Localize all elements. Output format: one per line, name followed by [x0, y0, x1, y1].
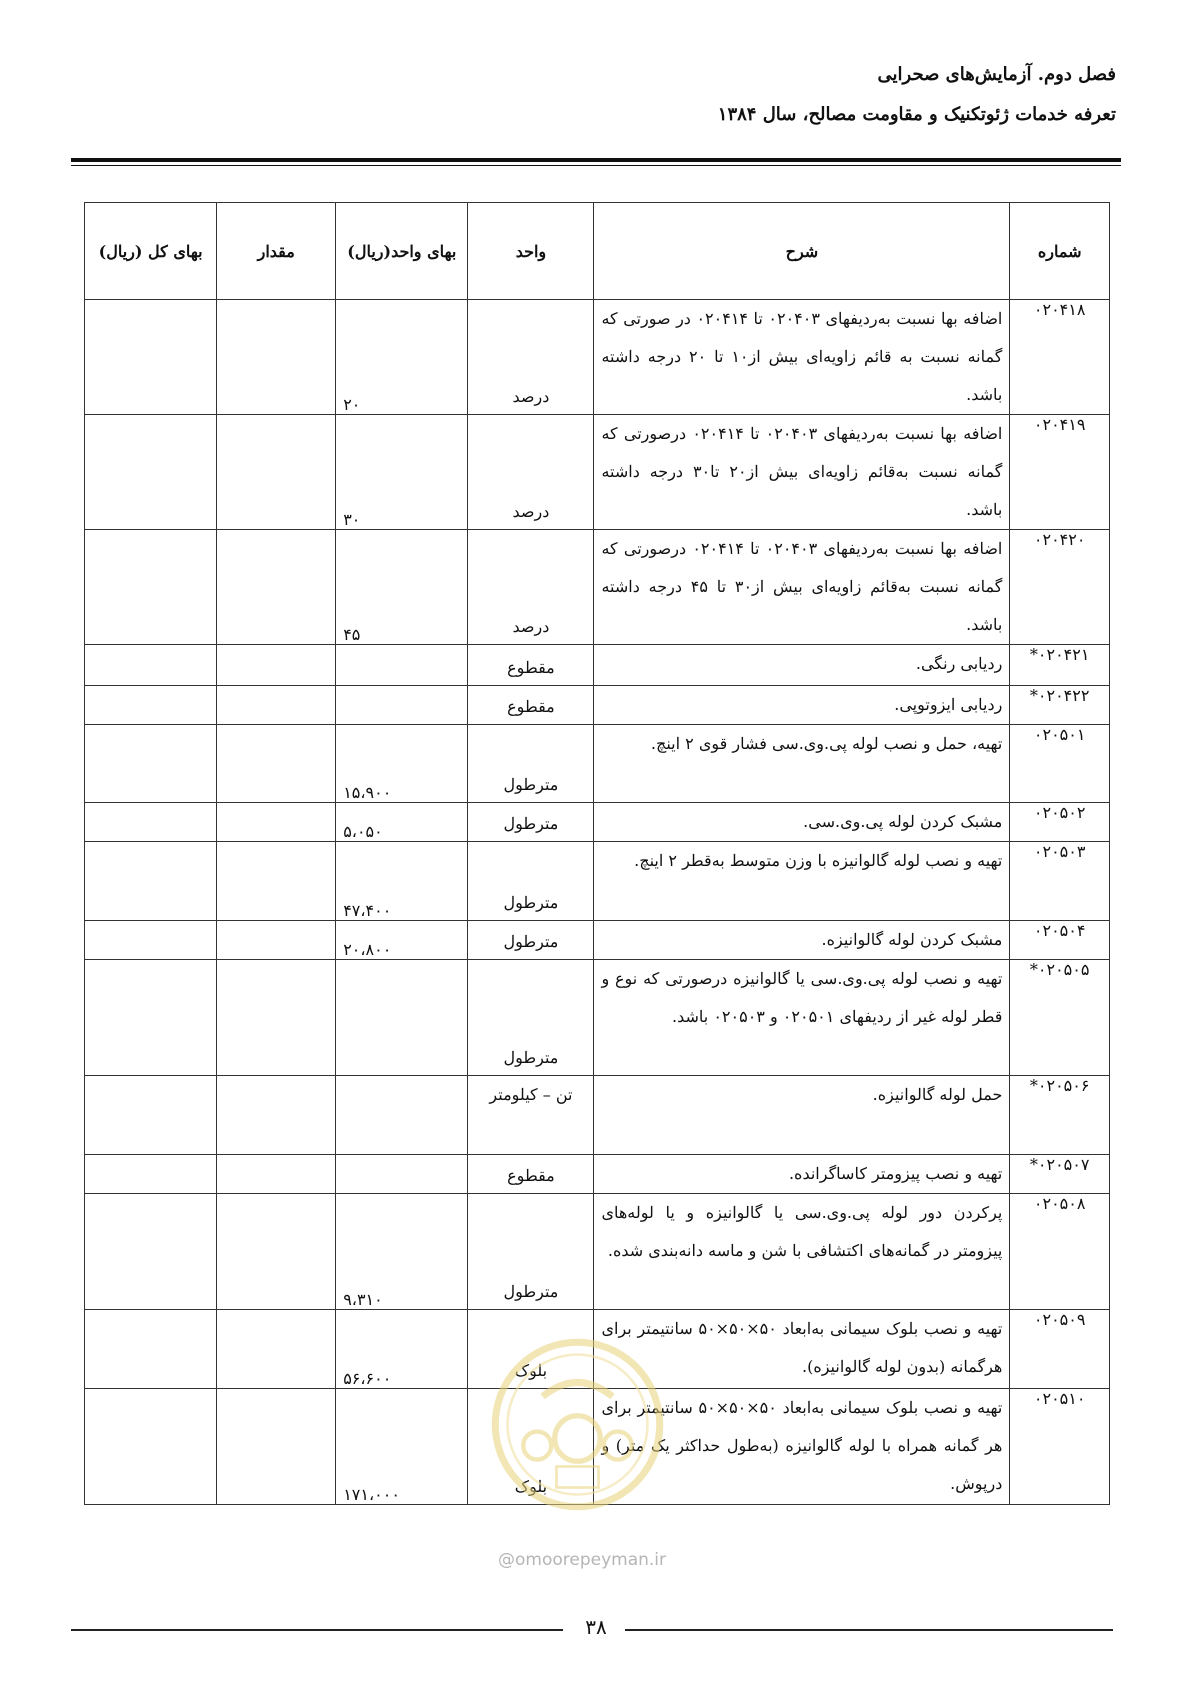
- row-quantity: [217, 300, 336, 415]
- row-unit-price: ۱۵،۹۰۰: [336, 725, 468, 803]
- row-total-price: [85, 960, 217, 1076]
- row-unit: درصد: [468, 530, 594, 645]
- row-unit: بلوک: [468, 1310, 594, 1389]
- row-total-price: [85, 1389, 217, 1505]
- watermark-text: @omoorepeyman.ir: [498, 1550, 667, 1570]
- row-total-price: [85, 1194, 217, 1310]
- row-total-price: [85, 1076, 217, 1155]
- row-unit: مترطول: [468, 842, 594, 921]
- row-unit: درصد: [468, 415, 594, 530]
- row-description: پرکردن دور لوله پی.وی.سی یا گالوانیزه و یا لوله‌های پیزومتر در گمانه‌های اکتشافی با شن و ماسه دانه‌بندی شده.: [594, 1194, 1010, 1310]
- row-description: تهیه و نصب پیزومتر کاساگرانده.: [594, 1155, 1010, 1194]
- row-unit: مقطوع: [468, 645, 594, 686]
- row-quantity: [217, 686, 336, 725]
- row-quantity: [217, 1389, 336, 1505]
- row-unit-price: ۴۷،۴۰۰: [336, 842, 468, 921]
- row-quantity: [217, 530, 336, 645]
- table-row: [85, 921, 1110, 960]
- row-quantity: [217, 1076, 336, 1155]
- chapter-title: فصل دوم. آزمایش‌های صحرایی: [877, 64, 1116, 85]
- row-total-price: [85, 921, 217, 960]
- footer-rule-right: [625, 1629, 1113, 1631]
- table-row: [85, 803, 1110, 842]
- table-header-row: [85, 203, 1110, 300]
- row-total-price: [85, 686, 217, 725]
- row-description: ردیابی رنگی.: [594, 645, 1010, 686]
- row-quantity: [217, 645, 336, 686]
- footer-rule-left: [71, 1629, 563, 1631]
- row-total-price: [85, 415, 217, 530]
- row-description: تهیه، حمل و نصب لوله پی.وی.سی فشار قوی ۲ اینچ.: [594, 725, 1010, 803]
- row-unit-price: ۹،۳۱۰: [336, 1194, 468, 1310]
- row-unit-price: [336, 686, 468, 725]
- row-description: مشبک کردن لوله پی.وی.سی.: [594, 803, 1010, 842]
- col-header-quantity: مقدار: [217, 203, 336, 300]
- row-unit-price: ۲۰،۸۰۰: [336, 921, 468, 960]
- row-total-price: [85, 645, 217, 686]
- row-total-price: [85, 1310, 217, 1389]
- row-unit-price: ۵،۰۵۰: [336, 803, 468, 842]
- row-quantity: [217, 1194, 336, 1310]
- row-quantity: [217, 725, 336, 803]
- row-total-price: [85, 530, 217, 645]
- row-number: ۰۲۰۵۰۱: [1010, 725, 1110, 803]
- row-unit: بلوک: [468, 1389, 594, 1505]
- row-unit-price: ۳۰: [336, 415, 468, 530]
- table-row: [85, 725, 1110, 803]
- row-quantity: [217, 960, 336, 1076]
- row-total-price: [85, 1155, 217, 1194]
- row-description: تهیه و نصب لوله گالوانیزه با وزن متوسط به‌قطر ۲ اینچ.: [594, 842, 1010, 921]
- table-row: [85, 1389, 1110, 1505]
- row-total-price: [85, 842, 217, 921]
- row-unit-price: ۱۷۱،۰۰۰: [336, 1389, 468, 1505]
- row-description: مشبک کردن لوله گالوانیزه.: [594, 921, 1010, 960]
- tariff-table: [84, 202, 1110, 1505]
- row-description: تهیه و نصب بلوک سیمانی به‌ابعاد ۵۰×۵۰×۵۰ سانتیمتر برای هرگمانه (بدون لوله گالوانیزه).: [594, 1310, 1010, 1389]
- row-description: اضافه بها نسبت به‌ردیفهای ۰۲۰۴۰۳ تا ۰۲۰۴۱۴ درصورتی که گمانه نسبت به‌قائم زاویه‌ای بیش از۳۰ تا ۴۵ درجه داشته باشد.: [594, 530, 1010, 645]
- row-description: ردیابی ایزوتوپی.: [594, 686, 1010, 725]
- row-description: تهیه و نصب لوله پی.وی.سی یا گالوانیزه درصورتی که نوع و قطر لوله غیر از ردیفهای ۰۲۰۵۰۱ و ۰۲۰۵۰۳ باشد.: [594, 960, 1010, 1076]
- row-number: ۰۲۰۵۰۹: [1010, 1310, 1110, 1389]
- col-header-unit-price: بهای واحد(ریال): [336, 203, 468, 300]
- row-unit-price: [336, 960, 468, 1076]
- table-row: [85, 1076, 1110, 1155]
- row-unit-price: ۵۶،۶۰۰: [336, 1310, 468, 1389]
- page-number: ۳۸: [585, 1615, 607, 1639]
- row-unit: مترطول: [468, 1194, 594, 1310]
- row-number: ۰۲۰۵۰۶*: [1010, 1076, 1110, 1155]
- col-header-total-price: بهای کل (ریال): [85, 203, 217, 300]
- row-quantity: [217, 1310, 336, 1389]
- row-unit: مقطوع: [468, 686, 594, 725]
- table-row: [85, 300, 1110, 415]
- table-row: [85, 645, 1110, 686]
- row-unit-price: [336, 1155, 468, 1194]
- row-quantity: [217, 803, 336, 842]
- col-header-unit: واحد: [468, 203, 594, 300]
- row-total-price: [85, 300, 217, 415]
- row-unit-price: ۴۵: [336, 530, 468, 645]
- page-header: [718, 62, 1116, 128]
- table-row: [85, 842, 1110, 921]
- row-number: ۰۲۰۵۰۲: [1010, 803, 1110, 842]
- row-quantity: [217, 921, 336, 960]
- row-unit: تن – کیلومتر: [468, 1076, 594, 1155]
- table-row: [85, 415, 1110, 530]
- document-subtitle: تعرفه خدمات ژئوتکنیک و مقاومت مصالح، سال ۱۳۸۴: [717, 104, 1116, 125]
- row-description: اضافه بها نسبت به‌ردیفهای ۰۲۰۴۰۳ تا ۰۲۰۴۱۴ در صورتی که گمانه نسبت به قائم زاویه‌ای بیش از۱۰ تا ۲۰ درجه داشته باشد.: [594, 300, 1010, 415]
- row-total-price: [85, 803, 217, 842]
- table-row: [85, 686, 1110, 725]
- row-number: ۰۲۰۵۰۵*: [1010, 960, 1110, 1076]
- row-quantity: [217, 415, 336, 530]
- row-unit: مترطول: [468, 803, 594, 842]
- row-description: تهیه و نصب بلوک سیمانی به‌ابعاد ۵۰×۵۰×۵۰ سانتیمتر برای هر گمانه همراه با لوله گالوانیزه (به‌طول حداکثر یک متر) و درپوش.: [594, 1389, 1010, 1505]
- row-unit: مقطوع: [468, 1155, 594, 1194]
- row-description: اضافه بها نسبت به‌ردیفهای ۰۲۰۴۰۳ تا ۰۲۰۴۱۴ درصورتی که گمانه نسبت به‌قائم زاویه‌ای بیش از۲۰ تا۳۰ درجه داشته باشد.: [594, 415, 1010, 530]
- row-unit-price: [336, 1076, 468, 1155]
- row-unit-price: [336, 645, 468, 686]
- table-row: [85, 960, 1110, 1076]
- row-quantity: [217, 842, 336, 921]
- table-row: [85, 1155, 1110, 1194]
- row-number: ۰۲۰۴۲۰: [1010, 530, 1110, 645]
- row-number: ۰۲۰۴۲۲*: [1010, 686, 1110, 725]
- row-number: ۰۲۰۴۱۹: [1010, 415, 1110, 530]
- row-number: ۰۲۰۵۱۰: [1010, 1389, 1110, 1505]
- row-unit-price: ۲۰: [336, 300, 468, 415]
- row-unit: مترطول: [468, 725, 594, 803]
- row-number: ۰۲۰۵۰۸: [1010, 1194, 1110, 1310]
- row-number: ۰۲۰۵۰۴: [1010, 921, 1110, 960]
- row-total-price: [85, 725, 217, 803]
- table-row: [85, 530, 1110, 645]
- table-row: [85, 1194, 1110, 1310]
- table-row: [85, 1310, 1110, 1389]
- header-rule-thick: [71, 158, 1121, 162]
- row-number: ۰۲۰۵۰۷*: [1010, 1155, 1110, 1194]
- col-header-description: شرح: [594, 203, 1010, 300]
- row-description: حمل لوله گالوانیزه.: [594, 1076, 1010, 1155]
- header-rule-thin: [71, 165, 1121, 166]
- col-header-number: شماره: [1010, 203, 1110, 300]
- row-number: ۰۲۰۴۲۱*: [1010, 645, 1110, 686]
- row-unit: مترطول: [468, 921, 594, 960]
- row-unit: مترطول: [468, 960, 594, 1076]
- row-quantity: [217, 1155, 336, 1194]
- row-number: ۰۲۰۴۱۸: [1010, 300, 1110, 415]
- row-number: ۰۲۰۵۰۳: [1010, 842, 1110, 921]
- row-unit: درصد: [468, 300, 594, 415]
